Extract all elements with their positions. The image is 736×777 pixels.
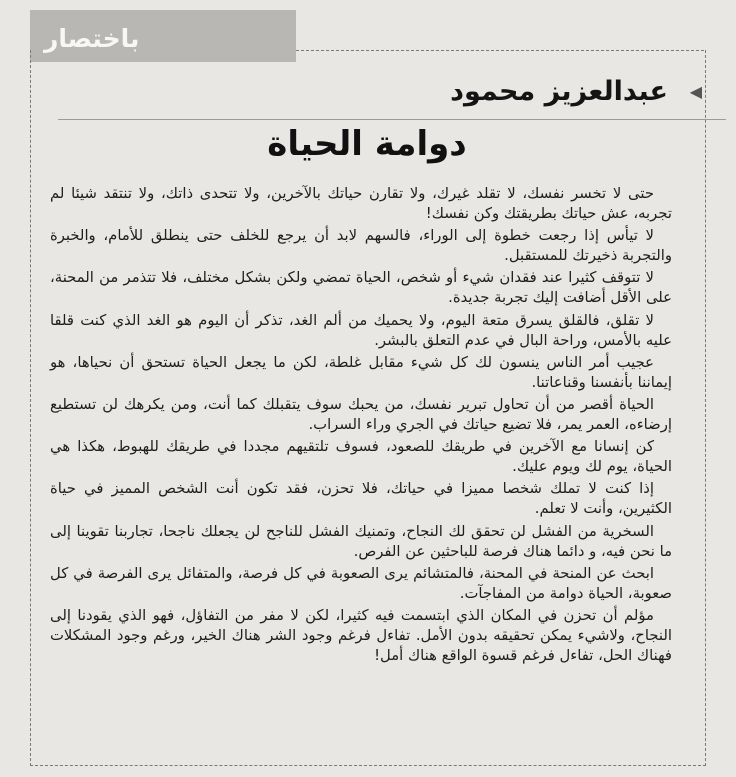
section-label: باختصار	[44, 24, 140, 53]
article-body	[50, 184, 672, 668]
article-paragraph: لا تقلق، فالقلق يسرق متعة اليوم، ولا يحميك من ألم الغد، تذكر أن اليوم هو الغد الذي كنت قلقا عليه بالأمس، وراحة البال في عدم التعلق بالبشر.	[50, 311, 672, 349]
article-paragraph: مؤلم أن تحزن في المكان الذي ابتسمت فيه كثيرا، لكن لا مفر من التفاؤل، فهو الذي يقودنا إلى النجاح، ولاشيء يمكن تحقيقه بدون الأمل. تفاءل فرغم وجود الشر هناك الخير، ورغم وجود المشكلات فهناك الحل، تفاءل فرغم قسوة الواقع هناك أمل!	[50, 606, 672, 665]
article-paragraph: حتى لا تخسر نفسك، لا تقلد غيرك، ولا تقارن حياتك بالآخرين، ولا تتحدى ذاتك، ولا تنتقد شيئا لم تجربه، عش حياتك بطريقتك وكن نفسك!	[50, 185, 672, 223]
article-title: دوامة الحياة	[267, 124, 467, 164]
byline-divider	[58, 119, 726, 120]
article-paragraph: عجيب أمر الناس ينسون لك كل شيء مقابل غلطة، لكن ما يجعل الحياة تستحق أن نحياها، هو إيماننا بأنفسنا وقناعاتنا.	[50, 353, 672, 391]
article-paragraph: إذا كنت لا تملك شخصا مميزا في حياتك، فلا تحزن، فقد تكون أنت الشخص المميز في حياة الكثيرين، وأنت لا تعلم.	[50, 480, 672, 518]
column-border-top	[296, 50, 704, 51]
article-paragraph: ابحث عن المنحة في المحنة، فالمتشائم يرى الصعوبة في كل فرصة، والمتفائل يرى الفرصة في كل صعوبة، الحياة دوامة من المفاجآت.	[50, 564, 672, 602]
author-byline	[58, 74, 708, 120]
article-paragraph: لا تيأس إذا رجعت خطوة إلى الوراء، فالسهم لابد أن يرجع للخلف حتى ينطلق للأمام، والخبرة والتجربة ذخيرتك للمستقبل.	[50, 227, 672, 265]
triangle-bullet-icon: ◀	[689, 82, 702, 101]
article-paragraph: السخرية من الفشل لن تحقق لك النجاح، وتمنيك الفشل للناجح لن يجعلك ناجحا، تجاربنا تقوينا إلى ما نحن فيه، و دائما هناك فرصة للباحثين عن الفرص.	[50, 522, 672, 560]
article-paragraph: الحياة أقصر من أن تحاول تبرير نفسك، من يحبك سوف يتقبلك كما أنت، ومن يكرهك لن تستطيع إرضاءه، العمر يمر، فلا تضيع حياتك في الجري وراء السراب.	[50, 395, 672, 434]
article-paragraph: كن إنسانا مع الآخرين في طريقك للصعود، فسوف تلتقيهم مجددا في طريقك للهبوط، هكذا هي الحياة، يوم لك ويوم عليك.	[50, 438, 672, 476]
article-paragraph: لا تتوقف كثيرا عند فقدان شيء أو شخص، الحياة تمضي ولكن بشكل مختلف، فلا تتذمر من المحنة، على الأقل أضافت إليك تجربة جديدة.	[50, 269, 672, 307]
author-name: عبدالعزيز محمود	[450, 76, 668, 107]
